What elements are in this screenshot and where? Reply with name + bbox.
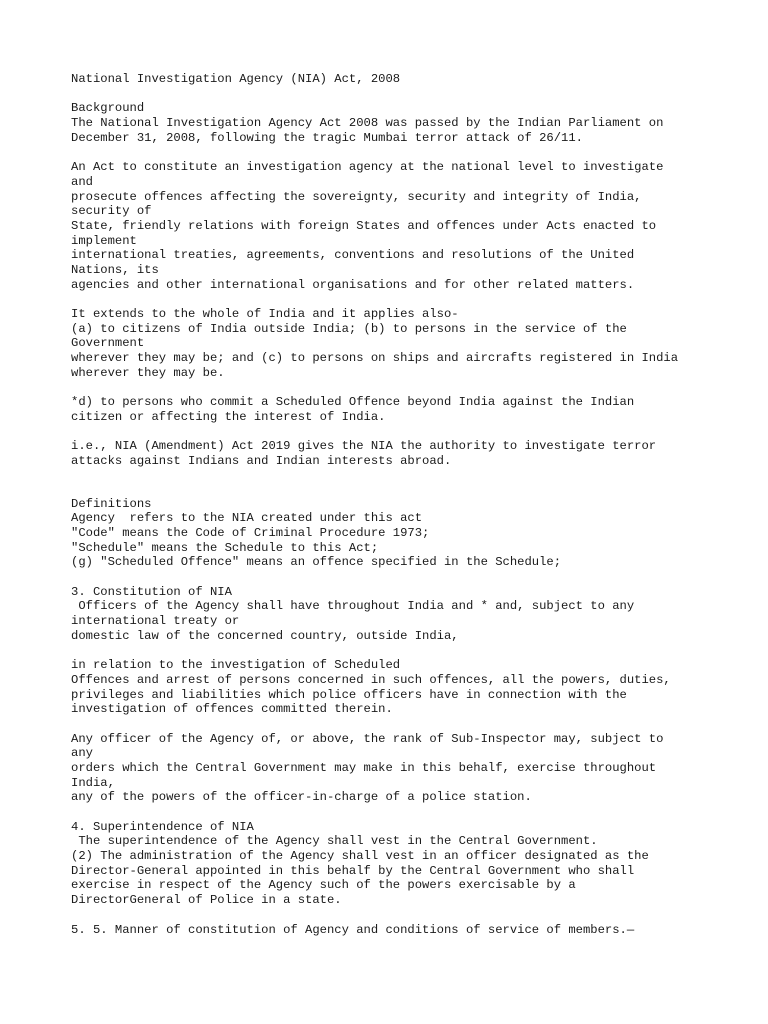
section-3-line: India, [71, 775, 115, 790]
definition-line: "Schedule" means the Schedule to this Act; [71, 540, 379, 555]
background-line: December 31, 2008, following the tragic Mumbai terror attack of 26/11. [71, 130, 583, 145]
extent-line: wherever they may be; and (c) to persons on ships and aircrafts registered in India [71, 351, 679, 366]
spacer [71, 908, 731, 923]
spacer [71, 643, 731, 658]
preamble-line: international treaties, agreements, conventions and resolutions of the United [71, 248, 635, 263]
spacer [71, 87, 731, 102]
spacer [71, 425, 731, 440]
background-line: The National Investigation Agency Act 2008 was passed by the Indian Parliament on [71, 116, 664, 131]
preamble-line: security of [71, 204, 152, 219]
section-3-line: any [71, 746, 93, 761]
extent-line: It extends to the whole of India and it applies also- [71, 307, 459, 321]
section-5-heading: 5. 5. Manner of constitution of Agency and conditions of service of members.— [71, 922, 635, 937]
amendment-line: attacks against Indians and Indian interests abroad. [71, 453, 452, 468]
document-page [71, 72, 731, 937]
section-3-line: Any officer of the Agency of, or above, the rank of Sub-Inspector may, subject to [71, 731, 664, 746]
section-3-line: investigation of offences committed therein. [71, 702, 393, 717]
background-heading: Background [71, 101, 145, 116]
document-title: National Investigation Agency (NIA) Act, 2008 [71, 72, 401, 86]
section-3-line: international treaty or [71, 614, 240, 629]
section-4-heading: 4. Superintendence of NIA [71, 819, 254, 834]
section-4-line: (2) The administration of the Agency shall vest in an officer designated as the [71, 849, 649, 864]
extent-line: (a) to citizens of India outside India; (b) to persons in the service of the [71, 321, 627, 336]
preamble-line: State, friendly relations with foreign States and offences under Acts enacted to [71, 218, 657, 233]
spacer [71, 145, 731, 160]
definition-line: (g) "Scheduled Offence" means an offence specified in the Schedule; [71, 555, 562, 570]
definitions-heading: Definitions [71, 496, 152, 511]
section-3-heading: 3. Constitution of NIA [71, 584, 232, 599]
preamble-line: agencies and other international organisations and for other related matters. [71, 277, 635, 292]
preamble-line: implement [71, 233, 137, 248]
section-3-line: privileges and liabilities which police officers have in connection with the [71, 687, 627, 702]
amendment-line: i.e., NIA (Amendment) Act 2019 gives the NIA the authority to investigate terror [71, 439, 657, 454]
spacer [71, 805, 731, 820]
definition-line: Agency refers to the NIA created under this act [71, 511, 423, 526]
definition-line: "Code" means the Code of Criminal Procedure 1973; [71, 525, 430, 540]
preamble-line: and [71, 174, 93, 189]
section-4-line: Director-General appointed in this behalf by the Central Government who shall [71, 863, 635, 878]
preamble-line: An Act to constitute an investigation agency at the national level to investigate [71, 160, 664, 175]
clause-d-line: *d) to persons who commit a Scheduled Offence beyond India against the Indian [71, 395, 635, 410]
spacer [71, 380, 731, 395]
spacer [71, 717, 731, 732]
section-3-line: orders which the Central Government may make in this behalf, exercise throughout [71, 760, 657, 775]
section-4-line: DirectorGeneral of Police in a state. [71, 893, 342, 908]
spacer [71, 570, 731, 585]
clause-d-line: citizen or affecting the interest of India. [71, 409, 386, 424]
section-3-line: domestic law of the concerned country, outside India, [71, 628, 459, 643]
spacer [71, 469, 731, 497]
preamble-line: Nations, its [71, 262, 159, 277]
spacer [71, 292, 731, 307]
section-3-line: any of the powers of the officer-in-charge of a police station. [71, 790, 532, 805]
section-3-line: Offences and arrest of persons concerned in such offences, all the powers, duties, [71, 672, 671, 687]
extent-line: Government [71, 336, 145, 351]
section-4-line: The superintendence of the Agency shall vest in the Central Government. [71, 834, 598, 849]
preamble-line: prosecute offences affecting the sovereignty, security and integrity of India, [71, 189, 642, 204]
section-3-line: in relation to the investigation of Scheduled [71, 658, 401, 673]
section-3-line: Officers of the Agency shall have throughout India and * and, subject to any [71, 599, 635, 614]
section-4-line: exercise in respect of the Agency such of the powers exercisable by a [71, 878, 576, 893]
extent-line: wherever they may be. [71, 365, 225, 380]
